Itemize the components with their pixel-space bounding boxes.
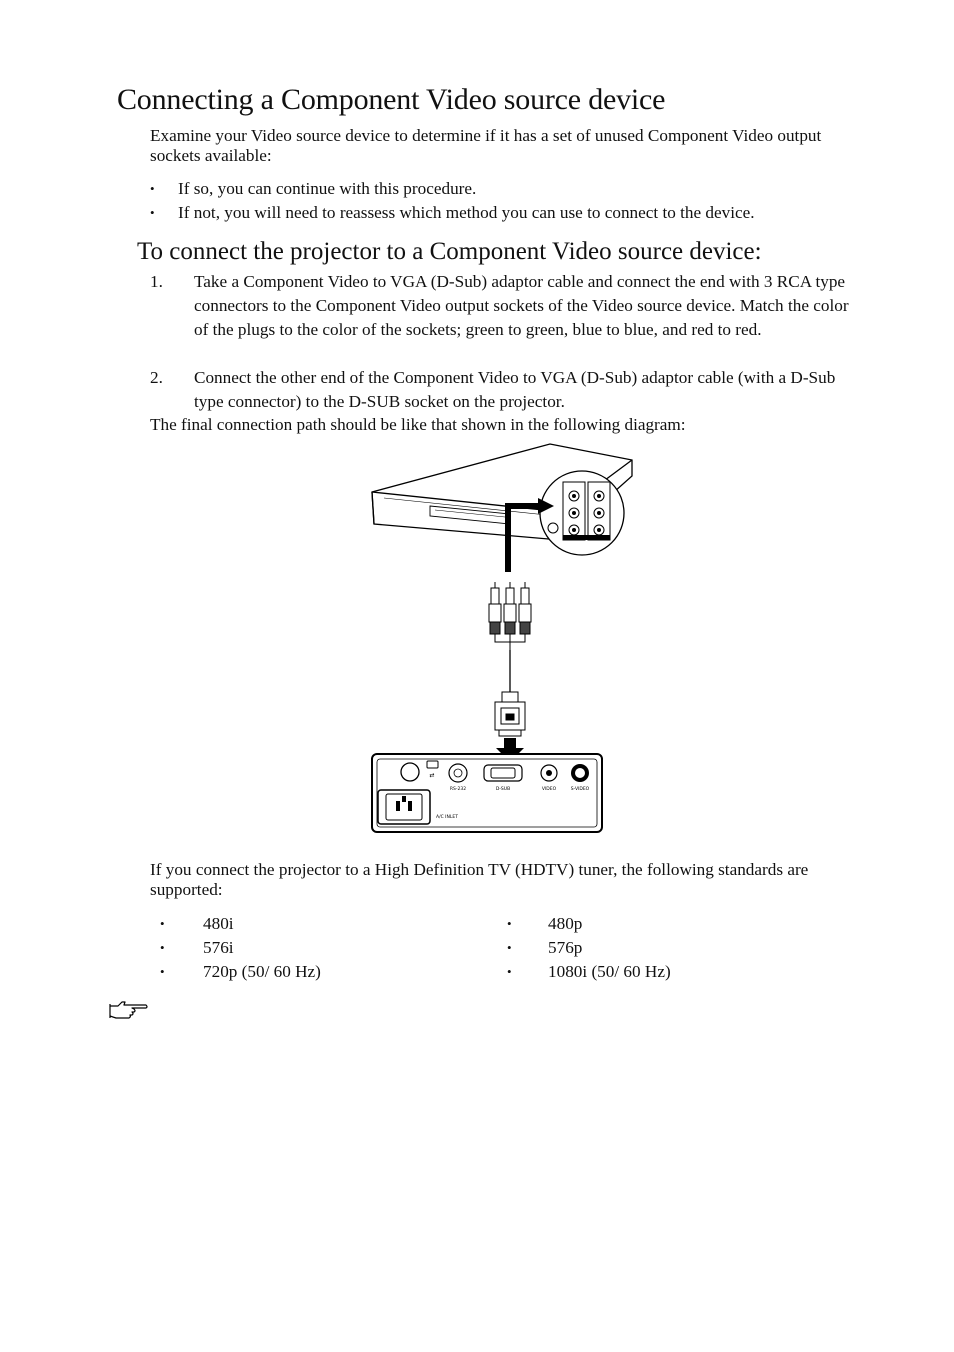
final-note: The final connection path should be like that shown in the following diagram: (150, 415, 686, 434)
ac-inlet-label: A/C INLET (436, 815, 458, 820)
page-title: Connecting a Component Video source device (117, 83, 666, 116)
bullet-icon: • (150, 181, 155, 196)
bullet-icon: • (150, 205, 155, 220)
dsub-connector-icon (495, 692, 525, 736)
bullet-icon: • (507, 964, 512, 979)
bullet-icon: • (507, 916, 512, 931)
video-label: VIDEO (541, 787, 557, 792)
bullet-icon: • (160, 964, 165, 979)
bullet-icon: • (160, 940, 165, 955)
procedure-heading: To connect the projector to a Component Video source device: (137, 238, 762, 265)
intro-paragraph: Examine your Video source device to determine if it has a set of unused Component Video output sockets available: (150, 126, 822, 165)
rear-panel-zoom-icon (540, 471, 624, 555)
bullet-icon: • (160, 916, 165, 931)
projector-rear-panel-icon (372, 754, 602, 832)
dsub-label: D-SUB (495, 787, 511, 792)
pointing-hand-icon (108, 998, 150, 1020)
connection-diagram (360, 440, 650, 840)
rca-connectors-icon (489, 582, 531, 650)
rs232-label: RS-232 (449, 787, 467, 792)
hdtv-note: If you connect the projector to a High Definition TV (HDTV) tuner, the following standards are supported: (150, 860, 809, 899)
s-video-label: S-VIDEO (570, 787, 590, 792)
svg-text:⇄: ⇄ (429, 772, 435, 779)
bullet-icon: • (507, 940, 512, 955)
